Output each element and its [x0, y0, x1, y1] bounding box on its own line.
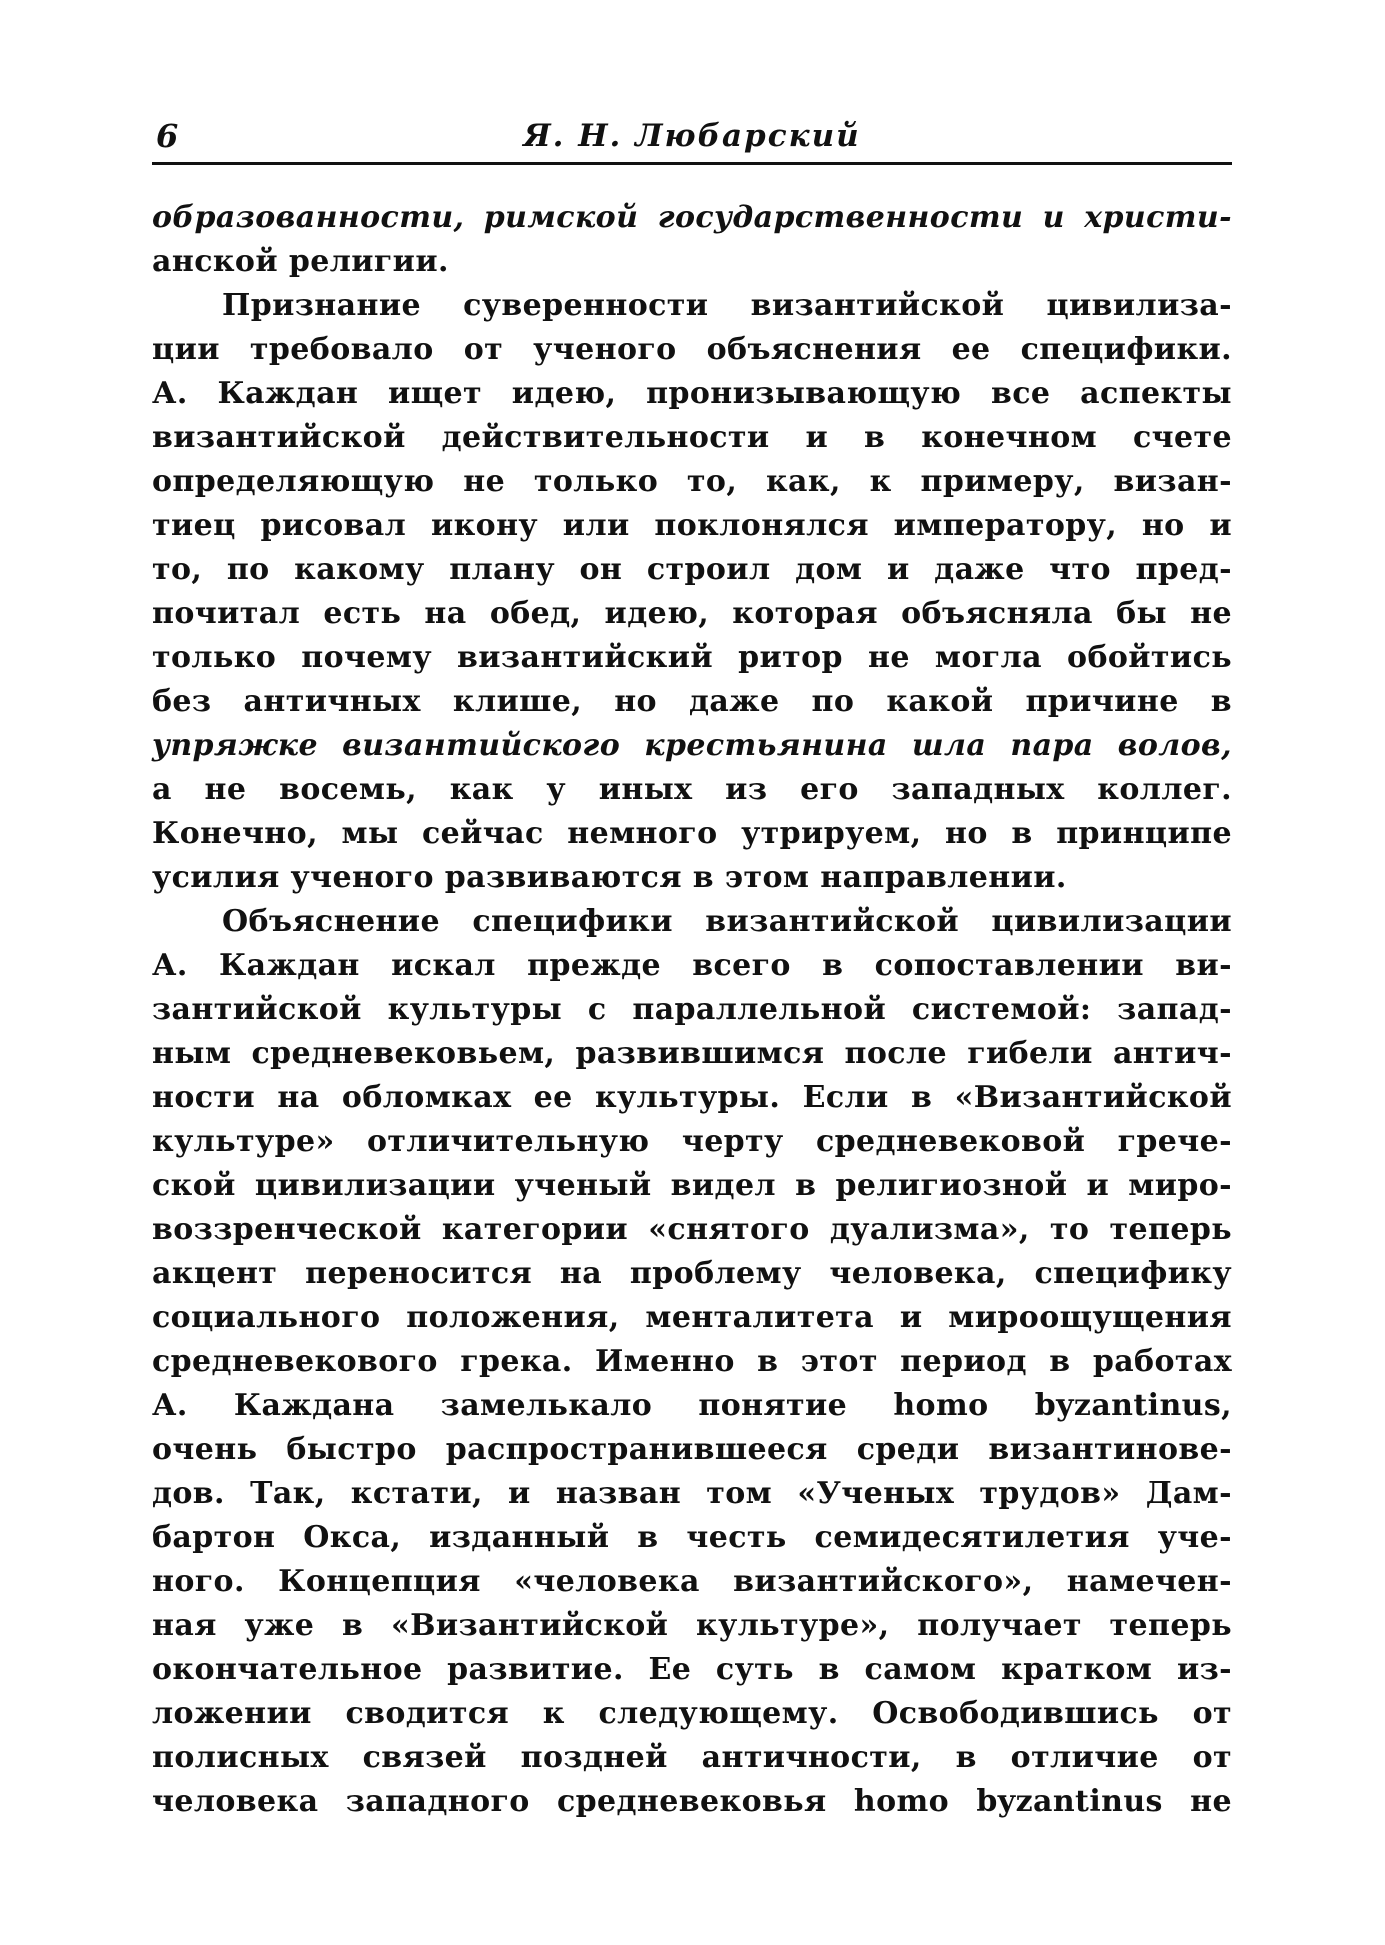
page-header [152, 112, 1232, 165]
text-line: А. Каждан ищет идею, пронизывающую все аспекты [152, 376, 1232, 411]
text-line: дов. Так, кстати, и назван том «Ученых трудов» Дам- [152, 1476, 1232, 1511]
text-line: бартон Окса, изданный в честь семидесятилетия уче- [152, 1520, 1232, 1555]
page-number: 6 [156, 117, 179, 155]
text-line: воззренческой категории «снятого дуализма», то теперь [152, 1212, 1232, 1247]
text-line: очень быстро распространившееся среди византинове- [152, 1432, 1232, 1467]
text-line: зантийской культуры с параллельной системой: запад- [152, 992, 1232, 1027]
text-line: ности на обломках ее культуры. Если в «Византийской [152, 1080, 1232, 1115]
text-line: определяющую не только то, как, к примеру, визан- [152, 464, 1232, 499]
text-line: окончательное развитие. Ее суть в самом кратком из- [152, 1652, 1232, 1687]
running-title: Я. Н. Любарский [523, 118, 861, 154]
text-line: культуре» отличительную черту средневековой грече- [152, 1124, 1232, 1159]
text-line: усилия ученого развиваются в этом направлении. [152, 860, 1067, 895]
text-line: образованности, римской государственности и христи- [152, 200, 1232, 235]
text-line: социального положения, менталитета и мироощущения [152, 1300, 1232, 1335]
text-line: ного. Концепция «человека византийского», намечен- [152, 1564, 1232, 1599]
text-line: ная уже в «Византийской культуре», получает теперь [152, 1608, 1232, 1643]
text-line: ложении сводится к следующему. Освободившись от [152, 1696, 1232, 1731]
text-line: то, по какому плану он строил дом и даже что пред- [152, 552, 1232, 587]
text-line: византийской действительности и в конечном счете [152, 420, 1232, 455]
body-text [152, 196, 1232, 1824]
text-line: полисных связей поздней античности, в отличие от [152, 1740, 1232, 1775]
paragraph [152, 900, 1232, 1824]
text-line: А. Каждан искал прежде всего в сопоставлении ви- [152, 948, 1232, 983]
text-line: А. Каждана замелькало понятие homo byzantinus, [152, 1388, 1232, 1423]
text-line: а не восемь, как у иных из его западных коллег. [152, 772, 1232, 807]
text-line: акцент переносится на проблему человека, специфику [152, 1256, 1232, 1291]
text-line: Объяснение специфики византийской цивилизации [222, 904, 1232, 939]
text-line: анской религии. [152, 244, 449, 279]
text-line: тиец рисовал икону или поклонялся императору, но и [152, 508, 1232, 543]
text-line: человека западного средневековья homo byzantinus не [152, 1784, 1232, 1819]
text-line: почитал есть на обед, идею, которая объясняла бы не [152, 596, 1232, 631]
text-line: Признание суверенности византийской цивилиза- [222, 288, 1232, 323]
text-line: только почему византийский ритор не могла обойтись [152, 640, 1232, 675]
text-line: Конечно, мы сейчас немного утрируем, но в принципе [152, 816, 1232, 851]
text-line: ным средневековьем, развившимся после гибели антич- [152, 1036, 1232, 1071]
text-line: ции требовало от ученого объяснения ее специфики. [152, 332, 1232, 367]
text-line: упряжке византийского крестьянина шла пара волов, [152, 728, 1232, 763]
text-line: средневекового грека. Именно в этот период в работах [152, 1344, 1232, 1379]
text-line: без античных клише, но даже по какой причине в [152, 684, 1232, 719]
text-line: ской цивилизации ученый видел в религиозной и миро- [152, 1168, 1232, 1203]
paragraph [152, 284, 1232, 900]
paragraph [152, 196, 1232, 284]
